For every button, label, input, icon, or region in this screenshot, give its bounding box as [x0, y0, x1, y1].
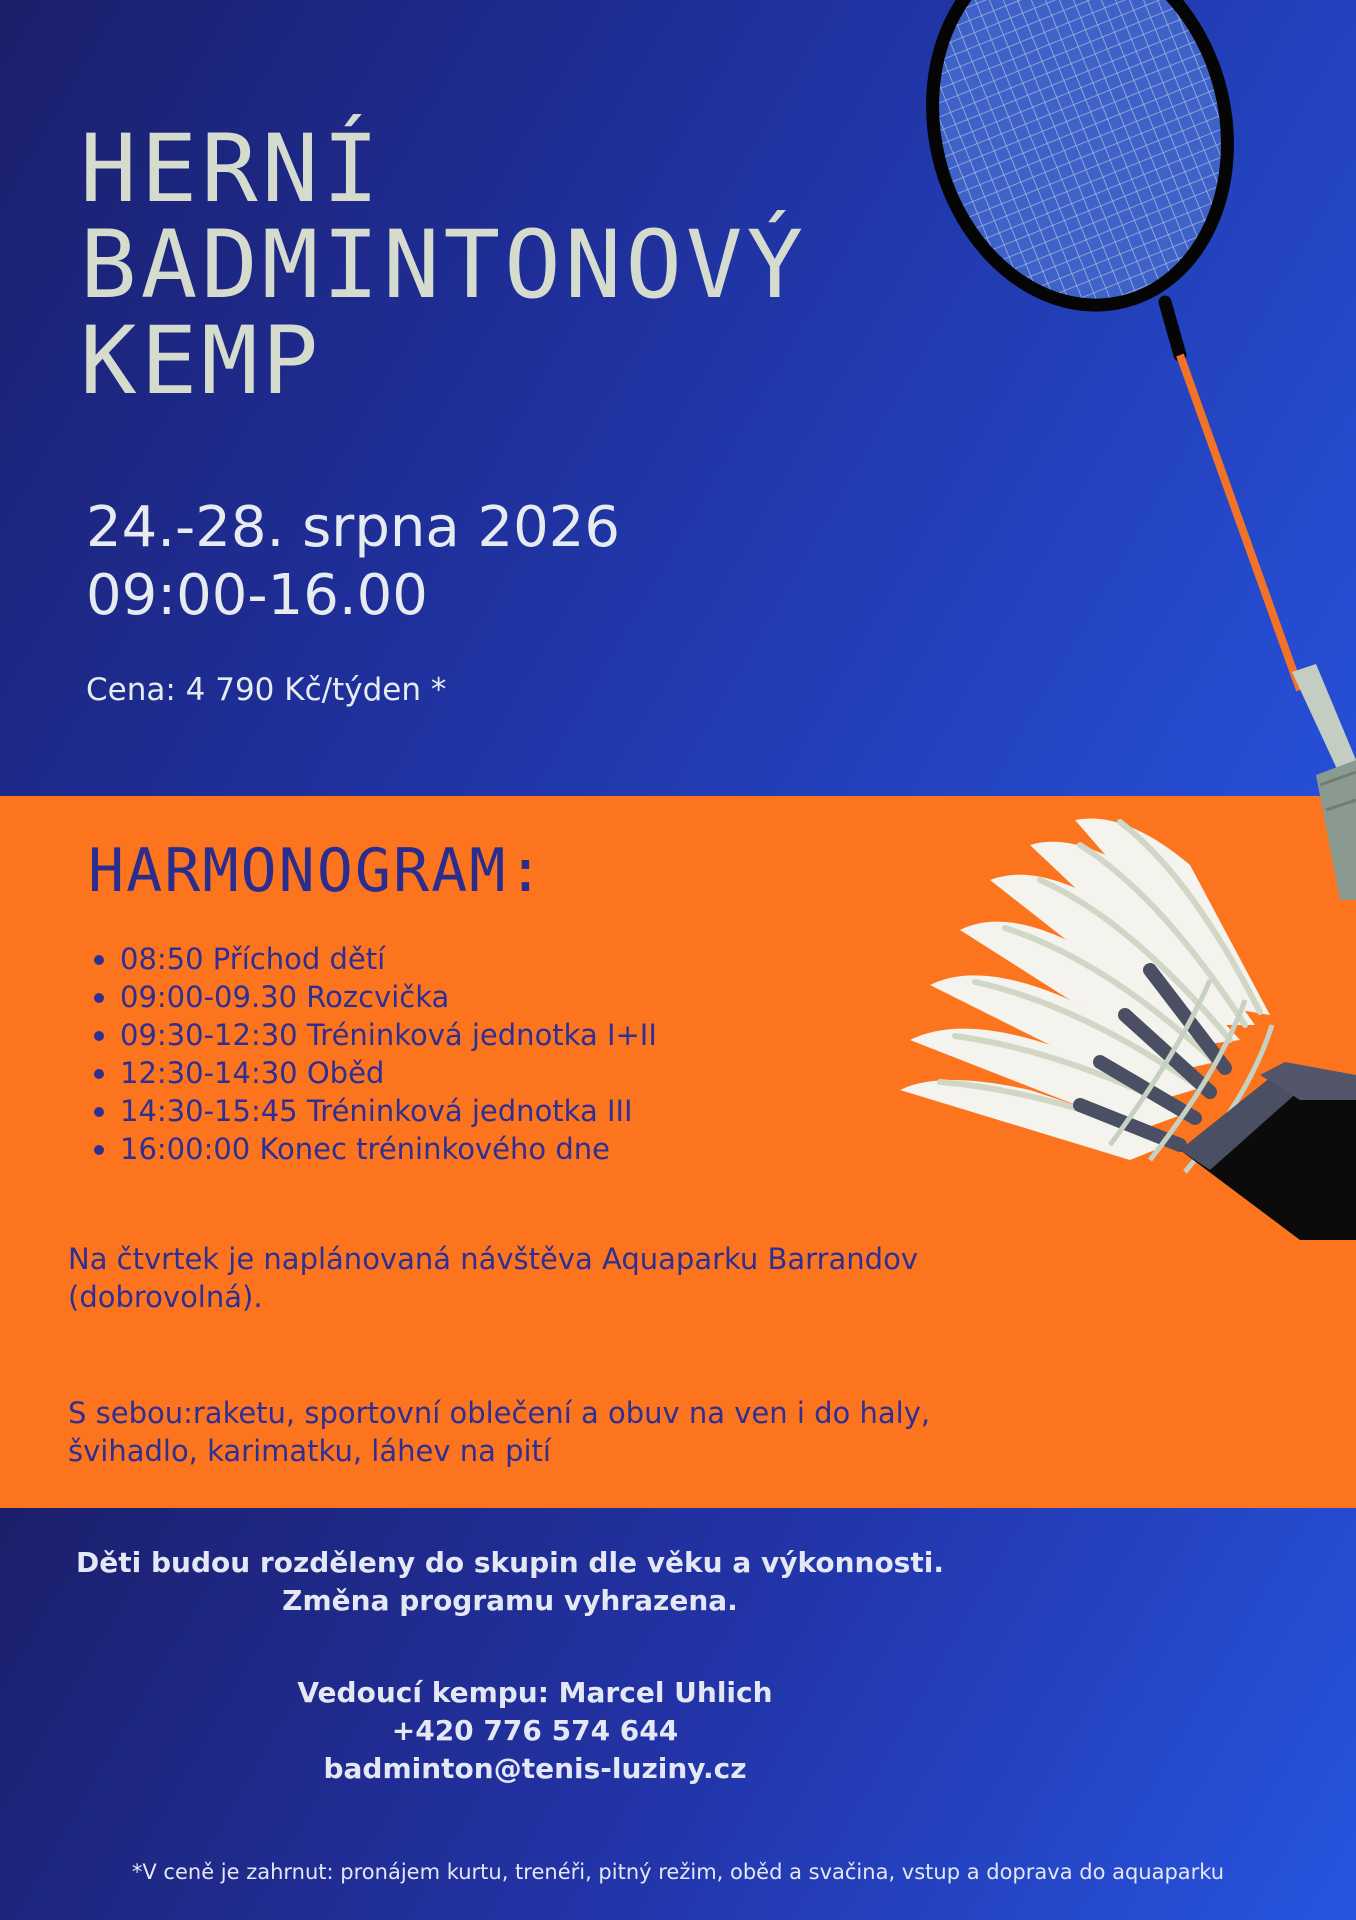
schedule-list: [88, 940, 657, 1168]
camp-title: [80, 115, 900, 416]
shuttlecock-icon: [880, 800, 1356, 1270]
badminton-racket-icon: [880, 0, 1356, 900]
camp-dates: [86, 494, 620, 630]
title-line-1: HERNÍ: [80, 115, 383, 224]
schedule-item: 09:30-12:30 Tréninková jednotka I+II: [88, 1016, 657, 1054]
schedule-item: 09:00-09.30 Rozcvička: [88, 978, 657, 1016]
schedule-item: 16:00:00 Konec tréninkového dne: [88, 1130, 657, 1168]
title-line-2: BADMINTONOVÝ: [80, 211, 808, 320]
date-range: 24.-28. srpna 2026: [86, 495, 620, 560]
title-line-3: KEMP: [80, 307, 323, 416]
program-change-line: Změna programu vyhrazena.: [282, 1584, 738, 1617]
schedule-heading: HARMONOGRAM:: [88, 836, 546, 906]
price-footnote: *V ceně je zahrnut: pronájem kurtu, trenéři, pitný režim, oběd a svačina, vstup a doprava do aquaparku: [131, 1860, 1225, 1884]
email-address: badminton@tenis-luziny.cz: [323, 1752, 747, 1785]
schedule-item: 08:50 Příchod dětí: [88, 940, 657, 978]
aquapark-note: Na čtvrtek je naplánovaná návštěva Aquaparku Barrandov (dobrovolná).: [68, 1242, 918, 1314]
contact-block: [230, 1674, 840, 1788]
phone-number: +420 776 574 644: [391, 1714, 679, 1747]
price: Cena: 4 790 Kč/týden *: [86, 672, 447, 708]
schedule-item: 14:30-15:45 Tréninková jednotka III: [88, 1092, 657, 1130]
groups-line: Děti budou rozděleny do skupin dle věku a výkonnosti.: [76, 1546, 944, 1579]
daily-hours: 09:00-16.00: [86, 563, 428, 628]
groups-info: [30, 1544, 990, 1620]
camp-leader: Vedoucí kempu: Marcel Uhlich: [297, 1676, 773, 1709]
schedule-item: 12:30-14:30 Oběd: [88, 1054, 657, 1092]
packing-note: S sebou:raketu, sportovní oblečení a obuv na ven i do haly, švihadlo, karimatku, láhev na pití: [68, 1396, 931, 1468]
